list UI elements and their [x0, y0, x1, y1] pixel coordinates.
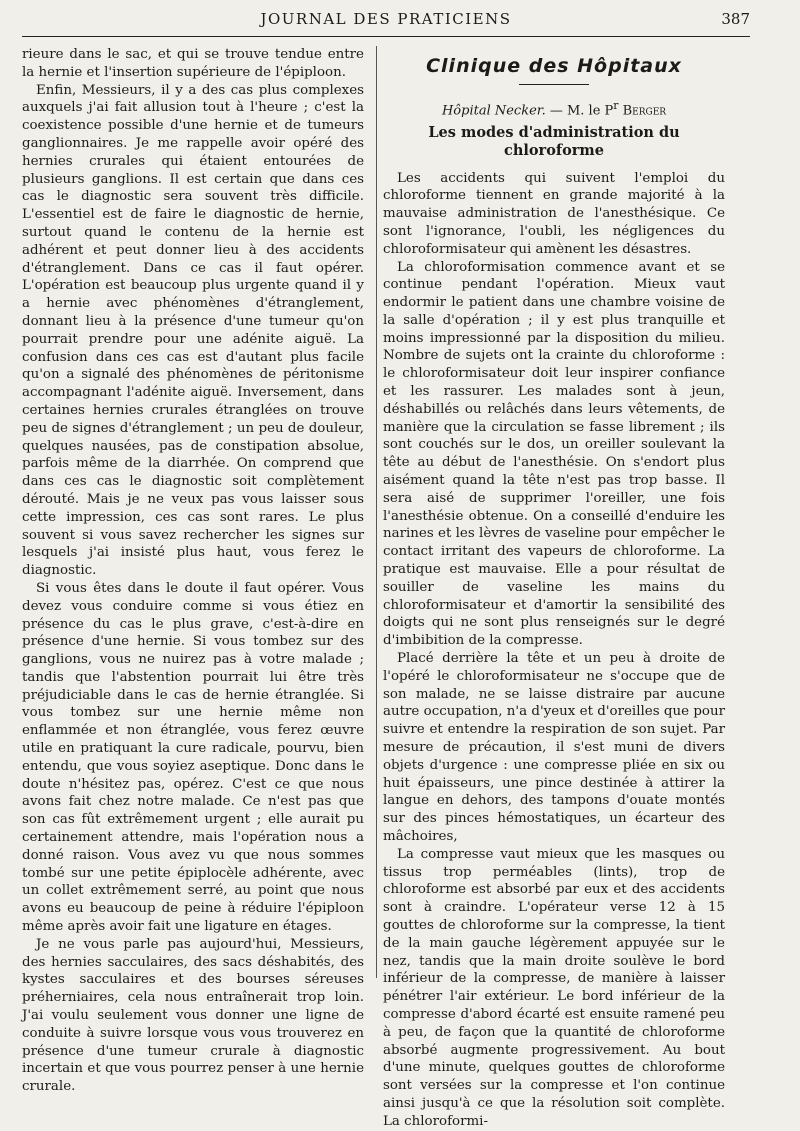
page-number: 387	[721, 10, 750, 28]
left-paragraph-4: Je ne vous parle pas aujourd'hui, Messieurs, des hernies sacculaires, des sacs déshabités, des kystes sacculaires et des bourses séreuses préherniaires, cela nous entraînerait trop loin. J'ai voulu seulement vous donner une ligne de conduite à suivre lorsque vous vous trouverez en présence d'une tumeur crurale à diagnostic incertain et que vous pourrez penser à une hernie crurale.	[22, 936, 364, 1095]
left-paragraph-1: rieure dans le sac, et qui se trouve tendue entre la hernie et l'insertion supérieure de l'épiploon.	[22, 47, 364, 80]
article-title: Les modes d'administration du chloroforme	[428, 123, 680, 159]
section-title: Clinique des Hôpitaux	[426, 55, 682, 77]
byline	[383, 97, 725, 120]
right-paragraph-4: La compresse vaut mieux que les masques ou tissus trop perméables (lints), trop de chloroforme est absorbé par eux et des accidents sont à craindre. L'opérateur verse 12 à 15 gouttes de chloroforme sur la compresse, la tient de la main gauche légèrement appuyée sur le nez, tandis que la main droite soulève le bord inférieur de la compresse, de manière à laisser pénétrer l'air extérieur. Le bord inférieur de la compresse d'abord écarté est ensuite ramené peu à peu, de façon que la quantité de chloroforme absorbé augmente progressivement. Au bout d'une minute, quelques gouttes de chloroforme sont versées sur la compresse et l'on continue ainsi jusqu'à ce que la résolution soit complète. La chloroformi-	[383, 846, 725, 1129]
right-paragraph-2: La chloroformisation commence avant et se continue pendant l'opération. Mieux vaut endormir le patient dans une chambre voisine de la salle d'opération ; il y est plus tranquille et moins impressionné par la disposition du milieu. Nombre de sujets ont la crainte du chloroforme : le chloroformisateur doit leur inspirer confiance et les rassurer. Les malades sont à jeun, déshabillés ou relâchés dans leurs vêtements, de manière que la circulation se fasse librement ; ils sont couchés sur le dos, un oreiller soulevant la tête au début de l'anesthésie. On s'endort plus aisément quand la tête n'est pas trop basse. Il sera aisé de supprimer l'oreiller, une fois l'anesthésie obtenue. On a conseillé d'enduire les narines et les lèvres de vaseline pour empêcher le contact irritant des vapeurs de chloroforme. La pratique est mauvaise. Elle a pour résultat de souiller de vaseline les mains du chloroformisateur et d'amortir la sensibilité des doigts qui ne sont plus renseignés sur le degré d'imbibition de la compresse.	[383, 259, 725, 649]
byline-separator: — M. le P	[545, 103, 614, 119]
running-title: JOURNAL DES PRATICIENS	[260, 10, 512, 28]
byline-hospital: Hôpital Necker.	[441, 103, 546, 119]
left-paragraph-2: Enfin, Messieurs, il y a des cas plus complexes auxquels j'ai fait allusion tout à l'heure ; c'est la coexistence possible d'une hernie et de tumeurs ganglionnaires. Je me rappelle avoir opéré des hernies crurales qui étaient entourées de plusieurs ganglions. Il est certain que dans ces cas le diagnostic sera souvent très difficile. L'essentiel est de faire le diagnostic de hernie, surtout quand le contenu de la hernie est adhérent et peut donner lieu à des accidents d'étranglement. Dans ce cas il faut opérer. L'opération est beaucoup plus urgente quand il y a hernie avec phénomènes d'étranglement, donnant lieu à la présence d'une tumeur qu'on pourrait prendre pour une adénite aiguë. La confusion dans ces cas est d'autant plus facile qu'on a signalé des phénomènes de péritonisme accompagnant l'adénite aiguë. Inversement, dans certaines hernies crurales étranglées on trouve peu de signes d'étranglement ; un peu de douleur, quelques nausées, pas de constipation absolue, parfois même de la diarrhée. On comprend que dans ces cas le diagnostic soit complètement dérouté. Mais je ne veux pas vous laisser sous cette impression, ces cas sont rares. Le plus souvent si vous savez rechercher les signes sur lesquels j'ai insisté plus haut, vous ferez le diagnostic.	[22, 82, 364, 579]
right-paragraph-1: Les accidents qui suivent l'emploi du chloroforme tiennent en grande majorité à la mauvaise administration de l'anesthésique. Ce sont l'ignorance, l'oubli, les négligences du chloroformisateur qui amènent les désastres.	[383, 170, 725, 257]
left-paragraph-3: Si vous êtes dans le doute il faut opérer. Vous devez vous conduire comme si vous étiez en présence du cas le plus grave, c'est-à-dire en présence d'une hernie. Si vous tombez sur des ganglions, vous ne nuirez pas à votre malade ; tandis que l'abstention pourrait lui être très préjudiciable dans le cas de hernie étranglée. Si vous tombez sur une hernie même non enflammée et non étranglée, vous ferez œuvre utile en pratiquant la cure radicale, pourvu, bien entendu, que vous soyiez aseptique. Donc dans le doute n'hésitez pas, opérez. C'est ce que nous avons fait chez notre malade. Ce n'est pas que son cas fût extrêmement urgent ; elle aurait pu certainement attendre, mais l'opération nous a donné raison. Vous avez vu que nous sommes tombé sur une petite épiplocèle adhérente, avec un collet extrêmement serré, au point que nous avons eu beaucoup de peine à réduire l'épiploon même après avoir fait une ligature en étages.	[22, 580, 364, 935]
left-column	[22, 46, 364, 1096]
byline-author: Berger	[618, 103, 667, 119]
right-paragraph-3: Placé derrière la tête et un peu à droite de l'opéré le chloroformisateur ne s'occupe que de son malade, ne se laisse distraire par aucune autre occupation, n'a d'yeux et d'oreilles que pour suivre et entendre la respiration de son sujet. Par mesure de précaution, il s'est muni de divers objets d'urgence : une compresse pliée en six ou huit épaisseurs, une pince destinée à attirer la langue en dehors, des tampons d'ouate montés sur des pinces hémostatiques, un écarteur des mâchoires,	[383, 651, 725, 844]
section-rule	[519, 84, 589, 85]
right-column	[383, 46, 725, 1131]
header-rule	[22, 36, 750, 37]
byline-superscript: r	[613, 98, 619, 112]
page-header	[22, 10, 750, 32]
column-divider	[376, 46, 377, 978]
